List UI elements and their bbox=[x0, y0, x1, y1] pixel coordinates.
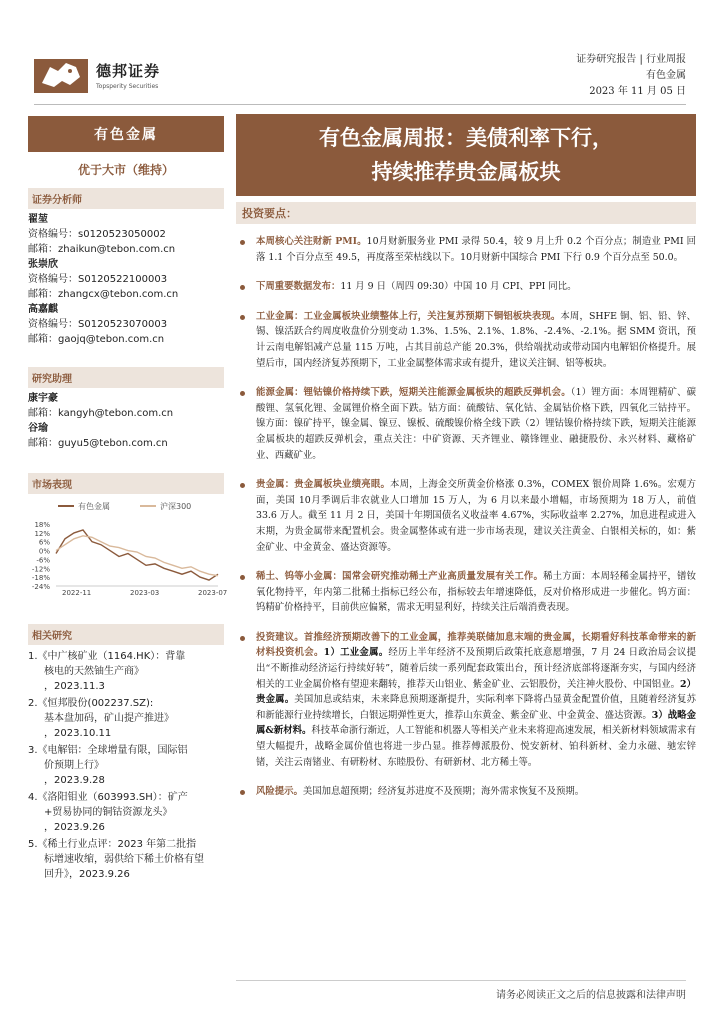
bullet-icon bbox=[240, 240, 245, 245]
key-points-heading: 投资要点： bbox=[236, 202, 696, 224]
analyst-name: 翟堃 bbox=[28, 214, 48, 225]
related-item-line: 4.《洛阳钼业（603993.SH）：矿产 bbox=[28, 792, 188, 803]
analysts-heading: 证券分析师 bbox=[28, 188, 224, 209]
key-point-lead: 下周重要数据发布： bbox=[256, 281, 341, 293]
y-tick-label: 0% bbox=[38, 547, 50, 556]
key-point-paragraph bbox=[240, 630, 696, 770]
x-tick-label: 2023-07 bbox=[198, 589, 228, 597]
key-point-text: （1）锂方面：本周锂精矿、碳酸锂、氢氧化锂、金属锂价格全面下跌。钴方面：硫酸钴、氧化钴、金属钴价格下跌，四氧化三钴持平。镍方面：镍矿持平，镍金属、镍豆、镍板、硫酸镍价格全线下跌（2）锂钴镍价格持续下跌，短期关注能源金属板块的超跌反弹机会，重点关注：中矿资源、天齐锂业、赣锋锂业、融捷股份、永兴材料、藏格矿业、西藏矿业。 bbox=[256, 387, 696, 461]
series-line bbox=[56, 536, 218, 576]
related-item[interactable] bbox=[28, 649, 224, 694]
bull-logo-icon bbox=[34, 53, 88, 97]
key-point-paragraph bbox=[240, 385, 696, 463]
key-point-text: 美国加息或结束，未来降息预期逐渐提升，实际利率下降将凸显黄金配置价值，且随着经济复苏和新能源行业持续增长，白银远期弹性更大，推荐山东黄金、紫金矿业、中金黄金、盛达资源。 bbox=[256, 694, 696, 721]
key-point-paragraph bbox=[240, 279, 696, 295]
bullet-icon bbox=[240, 636, 245, 641]
key-point-lead: 能源金属：锂钴镍价格持续下跌，短期关注能源金属板块的超跌反弹机会。 bbox=[256, 387, 571, 399]
key-point-lead: 稀土、钨等小金属：国常会研究推动稀土产业高质量发展有关工作。 bbox=[256, 571, 544, 583]
analyst-email[interactable]: 邮箱：zhaikun@tebon.com.cn bbox=[28, 244, 176, 255]
key-point-paragraph bbox=[240, 784, 696, 800]
logo-name-cn: 德邦证券 bbox=[96, 62, 161, 80]
y-tick-label: -12% bbox=[31, 565, 50, 574]
bullet-icon bbox=[240, 790, 245, 795]
key-point-text: 稀土方面：本周轻稀金属持平，镨钕氧化物持平，年内第二批稀土指标已经公布，指标较去年增速降低，反对价格形成进一步催化。钨方面：钨精矿价格持平，目前供应偏紧，需求无明显利好，持续关注后端消费表现。 bbox=[256, 571, 696, 614]
key-point-lead: 投资建议。首推经济预期改善下的工业金属，推荐美联储加息末端的贵金属，长期看好科技革命带来的新材料投资机会。 bbox=[256, 631, 696, 659]
key-point-text: 美国加息超预期；经济复苏进度不及预期；海外需求恢复不及预期。 bbox=[302, 786, 585, 798]
assistant-entry bbox=[28, 391, 224, 421]
analyst-cert: 资格编号：s0120523050002 bbox=[28, 229, 166, 240]
analyst-cert: 资格编号：S0120522100003 bbox=[28, 274, 168, 285]
y-tick-label: 12% bbox=[34, 529, 50, 538]
assistant-email[interactable]: 邮箱：guyu5@tebon.com.cn bbox=[28, 438, 168, 449]
analyst-email[interactable]: 邮箱：zhangcx@tebon.com.cn bbox=[28, 289, 179, 300]
related-item-line: ，2023.11.3 bbox=[44, 681, 105, 692]
related-heading: 相关研究 bbox=[28, 624, 224, 645]
assistant-name: 谷瑜 bbox=[28, 423, 48, 434]
sector-label: 有色金属 bbox=[28, 116, 224, 152]
related-item-line: +贸易协同的铜钴资源龙头》 bbox=[44, 807, 173, 818]
key-point-text: 经历上半年经济不及预期后政策托底意愿增强，7 月 24 日政治局会议提出“不断推动经济运行持续好转”，随着后续一系列配套政策出台，预计经济底部将逐渐夯实，与国内经济相关的工业金属价格有望迎来翻转，推荐天山铝业、紫金矿业、云铝股份，关注神火股份、中国铝业。 bbox=[256, 647, 696, 690]
title-line-1: 有色金属周报：美债利率下行， bbox=[319, 125, 613, 150]
key-point-text: 11 月 9 日（周四 09:30）中国 10 月 CPI、PPI 同比。 bbox=[340, 281, 577, 293]
title-line-2: 持续推荐贵金属板块 bbox=[371, 159, 561, 184]
related-item-line: 回升》，2023.9.26 bbox=[44, 869, 130, 880]
analyst-cert: 资格编号：S0120523070003 bbox=[28, 319, 168, 330]
analyst-name: 高嘉麒 bbox=[28, 304, 58, 315]
related-item-line: 3.《电解铝：全球增量有限，国际铝 bbox=[28, 745, 188, 756]
key-point-paragraph bbox=[240, 477, 696, 555]
report-header bbox=[576, 52, 686, 100]
sidebar bbox=[28, 116, 228, 884]
key-point-lead: 贵金属：贵金属板块业绩亮眼。 bbox=[256, 479, 391, 491]
y-tick-label: 18% bbox=[34, 521, 50, 529]
report-title bbox=[236, 114, 696, 196]
key-point-paragraph bbox=[240, 234, 696, 265]
rating-label: 优于大市（维持） bbox=[77, 163, 174, 177]
bullet-icon bbox=[240, 315, 245, 320]
key-point-sub: 3）战略金属&新材料。 bbox=[256, 709, 696, 737]
analyst-email[interactable]: 邮箱：gaojq@tebon.com.cn bbox=[28, 334, 165, 345]
related-item-line: 核电的天然铀生产商》 bbox=[44, 666, 144, 677]
analysts-list bbox=[28, 212, 224, 347]
analyst-name: 张崇欣 bbox=[28, 259, 58, 270]
logo-name-en: Topsperity Securities bbox=[96, 83, 159, 90]
bullet-icon bbox=[240, 285, 245, 290]
key-point-text: 本周，SHFE 铜、铝、铅、锌、锡、镍活跃合约周度收盘价分别变动 1.3%、1.5%、2.1%、1.8%、-2.4%、-2.1%。据 SMM 资讯，预计云南电解铝减产总量 115 万吨，占其目前总产能 20.3%，供给端扰动或带动国内电解铝价格提升。展望后市，国内经济复苏预期下，工业金属整体需求或有提升，建议关注铜、铝等板块。 bbox=[256, 310, 696, 369]
bullet-icon bbox=[240, 391, 245, 396]
assistants-list bbox=[28, 391, 224, 451]
analyst-entry bbox=[28, 212, 224, 257]
related-item[interactable] bbox=[28, 696, 224, 741]
report-type: 证券研究报告 | 行业周报 bbox=[576, 54, 686, 65]
header-divider bbox=[34, 104, 686, 105]
key-point-lead: 本周核心关注财新 PMI。 bbox=[256, 236, 367, 247]
report-date: 2023 年 11 月 05 日 bbox=[589, 86, 686, 97]
company-logo bbox=[34, 50, 234, 100]
market-chart-svg bbox=[28, 498, 228, 598]
key-point-lead: 风险提示。 bbox=[256, 786, 303, 798]
assistant-name: 康宇豪 bbox=[28, 393, 58, 404]
related-item-line: 价预期上行》 bbox=[44, 760, 104, 771]
y-tick-label: -18% bbox=[31, 574, 50, 583]
key-points-body bbox=[240, 234, 696, 814]
market-chart bbox=[28, 498, 228, 598]
key-point-lead: 工业金属：工业金属板块业绩整体上行，关注复苏预期下铜铝板块表现。 bbox=[256, 310, 561, 322]
footer-disclaimer: 请务必阅读正文之后的信息披露和法律声明 bbox=[496, 990, 686, 1001]
y-tick-label: -24% bbox=[31, 583, 50, 591]
key-point-text: 本周，上海金交所黄金价格涨 0.3%，COMEX 银价周降 1.6%。宏观方面，美国 10月季调后非农就业人口增加 15 万人，为 6 月以来最小增幅，市场预期为 18 万人，前值 33.6 万人。截至 11 月 2 日，美国十年期国债名义收益率 4.67%，实际收益率 2.27%，加息进程或进入末期，为贵金属带来配置机会。贵金属整体或有进一步市场表现，建议关注黄金、白银相关标的，如：紫金矿业、中金黄金、盛达资源等。 bbox=[256, 479, 696, 553]
related-item-line: ，2023.9.26 bbox=[44, 822, 105, 833]
related-item-line: ，2023.9.28 bbox=[44, 775, 105, 786]
key-point-sub: 1）工业金属。 bbox=[323, 647, 389, 659]
related-item-line: ，2023.10.11 bbox=[44, 728, 112, 739]
footer-divider bbox=[236, 980, 686, 981]
related-item-line: 基本盘加码，矿山提产推进》 bbox=[44, 713, 174, 724]
related-item-line: 1.《中广核矿业（1164.HK）：背靠 bbox=[28, 651, 186, 662]
y-tick-label: -6% bbox=[36, 556, 50, 565]
related-item-line: 2.《恒邦股份(002237.SZ): bbox=[28, 698, 154, 709]
y-tick-label: 6% bbox=[38, 538, 50, 547]
related-item[interactable] bbox=[28, 743, 224, 788]
key-point-paragraph bbox=[240, 569, 696, 616]
related-item[interactable] bbox=[28, 837, 224, 882]
x-tick-label: 2022-11 bbox=[62, 589, 92, 597]
legend-label: 沪深300 bbox=[160, 502, 192, 511]
assistant-email[interactable]: 邮箱：kangyh@tebon.com.cn bbox=[28, 408, 174, 419]
assistant-entry bbox=[28, 421, 224, 451]
report-sector: 有色金属 bbox=[646, 70, 686, 81]
legend-label: 有色金属 bbox=[78, 502, 110, 511]
analyst-entry bbox=[28, 257, 224, 302]
related-item-line: 5.《稀土行业点评：2023 年第二批指 bbox=[28, 839, 197, 850]
analyst-entry bbox=[28, 302, 224, 347]
assistants-heading: 研究助理 bbox=[28, 367, 224, 388]
bullet-icon bbox=[240, 575, 245, 580]
key-point-paragraph bbox=[240, 309, 696, 371]
bullet-icon bbox=[240, 483, 245, 488]
market-heading: 市场表现 bbox=[28, 473, 224, 494]
key-point-text: 10月财新服务业 PMI 录得 50.4，较 9 月上升 0.2 个百分点；制造业 PMI 回落 1.1 个百分点至 49.5，再度落至荣枯线以下。10月财新中国综合 PMI 下行 0.9 个百分点至 50.0。 bbox=[256, 236, 696, 263]
key-point-text: 科技革命浙行渐近，人工智能和机器人等相关产业未来将迎高速发展，相关新材料领域需求有望大幅提升，战略金属价值也将进一步凸显。推荐傅派股份、悦安新材、铂科新材、金力永磁、驰宏锌锗，关注云南锗业、有研粉材、东睦股份、有研新材、北方稀土等。 bbox=[256, 725, 696, 768]
related-item-line: 标增速收缩，弱供给下稀土价格有望 bbox=[44, 854, 204, 865]
key-point-sub: 2）贵金属。 bbox=[256, 678, 696, 706]
related-list bbox=[28, 649, 224, 882]
x-tick-label: 2023-03 bbox=[130, 589, 160, 597]
related-item[interactable] bbox=[28, 790, 224, 835]
